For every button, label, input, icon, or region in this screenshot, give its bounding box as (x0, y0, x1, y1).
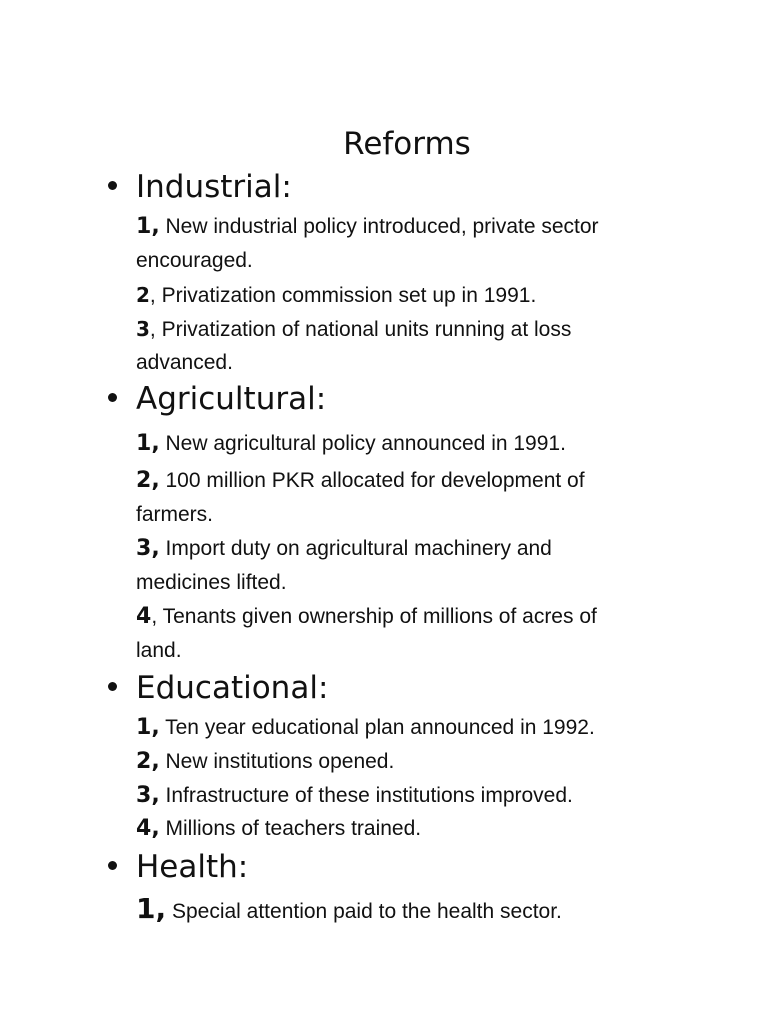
list-item: 1, New industrial policy introduced, private sector (136, 214, 599, 239)
list-item: 2, 100 million PKR allocated for development of (136, 468, 585, 493)
section-heading-agricultural: Agricultural: (108, 379, 326, 419)
list-item-continuation: medicines lifted. (136, 571, 287, 594)
list-item: 4, Millions of teachers trained. (136, 816, 422, 841)
list-item: 2, Privatization commission set up in 1991. (136, 283, 537, 307)
list-item: 2, New institutions opened. (136, 749, 395, 774)
list-item-continuation: land. (136, 639, 182, 662)
list-item: 3, Infrastructure of these institutions improved. (136, 783, 573, 808)
list-item: 1, Special attention paid to the health sector. (136, 892, 562, 925)
list-item-continuation: encouraged. (136, 249, 253, 272)
list-item-continuation: advanced. (136, 351, 233, 374)
list-item: 3, Privatization of national units running at loss (136, 317, 572, 341)
bullet-icon (108, 379, 136, 419)
list-item-continuation: farmers. (136, 503, 214, 526)
list-item: 3, Import duty on agricultural machinery and (136, 536, 552, 561)
bullet-icon (108, 847, 136, 887)
section-heading-industrial: Industrial: (108, 167, 292, 207)
section-heading-health: Health: (108, 847, 248, 887)
bullet-icon (108, 668, 136, 708)
section-heading-educational: Educational: (108, 668, 328, 708)
page-title: Reforms (343, 126, 471, 162)
list-item: 1, New agricultural policy announced in 1991. (136, 431, 566, 456)
bullet-icon (108, 167, 136, 207)
list-item: 1, Ten year educational plan announced in 1992. (136, 715, 595, 740)
list-item: 4, Tenants given ownership of millions of acres of (136, 604, 597, 629)
